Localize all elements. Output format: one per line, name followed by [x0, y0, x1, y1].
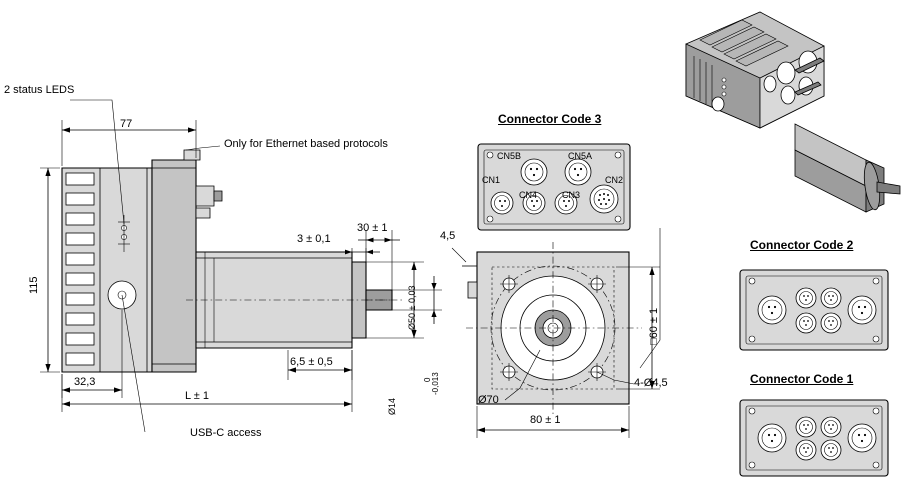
connector-code-2-plate	[740, 270, 888, 350]
dim-6-5: 6,5 ± 0,5	[290, 356, 333, 368]
annotation-ethernet-note: Only for Ethernet based protocols	[224, 138, 388, 150]
dim-77: 77	[120, 118, 133, 130]
dim-70: Ø70	[478, 394, 499, 406]
dim-50: Ø50 ± 0,03	[407, 285, 417, 330]
label-cn1: CN1	[482, 175, 501, 185]
isometric-product-view	[686, 12, 900, 212]
annotation-status-leds: 2 status LEDS	[4, 84, 75, 96]
dim-115: 115	[28, 276, 40, 294]
dim-30: 30 ± 1	[357, 222, 388, 234]
dim-60: □60 ± 1	[648, 307, 660, 345]
label-cn4: CN4	[519, 190, 538, 200]
label-cn5a: CN5A	[568, 151, 593, 161]
title-connector-code-3: Connector Code 3	[498, 112, 602, 126]
title-connector-code-1: Connector Code 1	[750, 372, 854, 386]
dim-14-tol-lower: -0,013	[431, 372, 440, 395]
connector-code-1-plate	[740, 400, 888, 476]
dim-3: 3 ± 0,1	[297, 233, 331, 245]
label-cn2: CN2	[605, 175, 624, 185]
dim-14: Ø14	[387, 397, 397, 415]
label-cn5b: CN5B	[497, 151, 522, 161]
dim-80: 80 ± 1	[530, 414, 561, 426]
annotation-usbc-access: USB-C access	[190, 427, 262, 439]
dim-32-3: 32,3	[74, 376, 96, 388]
dim-4-holes: 4-Ø4,5	[634, 377, 668, 389]
dim-14-tol-upper: 0	[423, 377, 432, 382]
label-cn3: CN3	[562, 190, 581, 200]
front-view	[452, 228, 660, 438]
dim-4-5: 4,5	[440, 230, 456, 242]
title-connector-code-2: Connector Code 2	[750, 238, 854, 252]
dim-L: L ± 1	[185, 390, 209, 402]
